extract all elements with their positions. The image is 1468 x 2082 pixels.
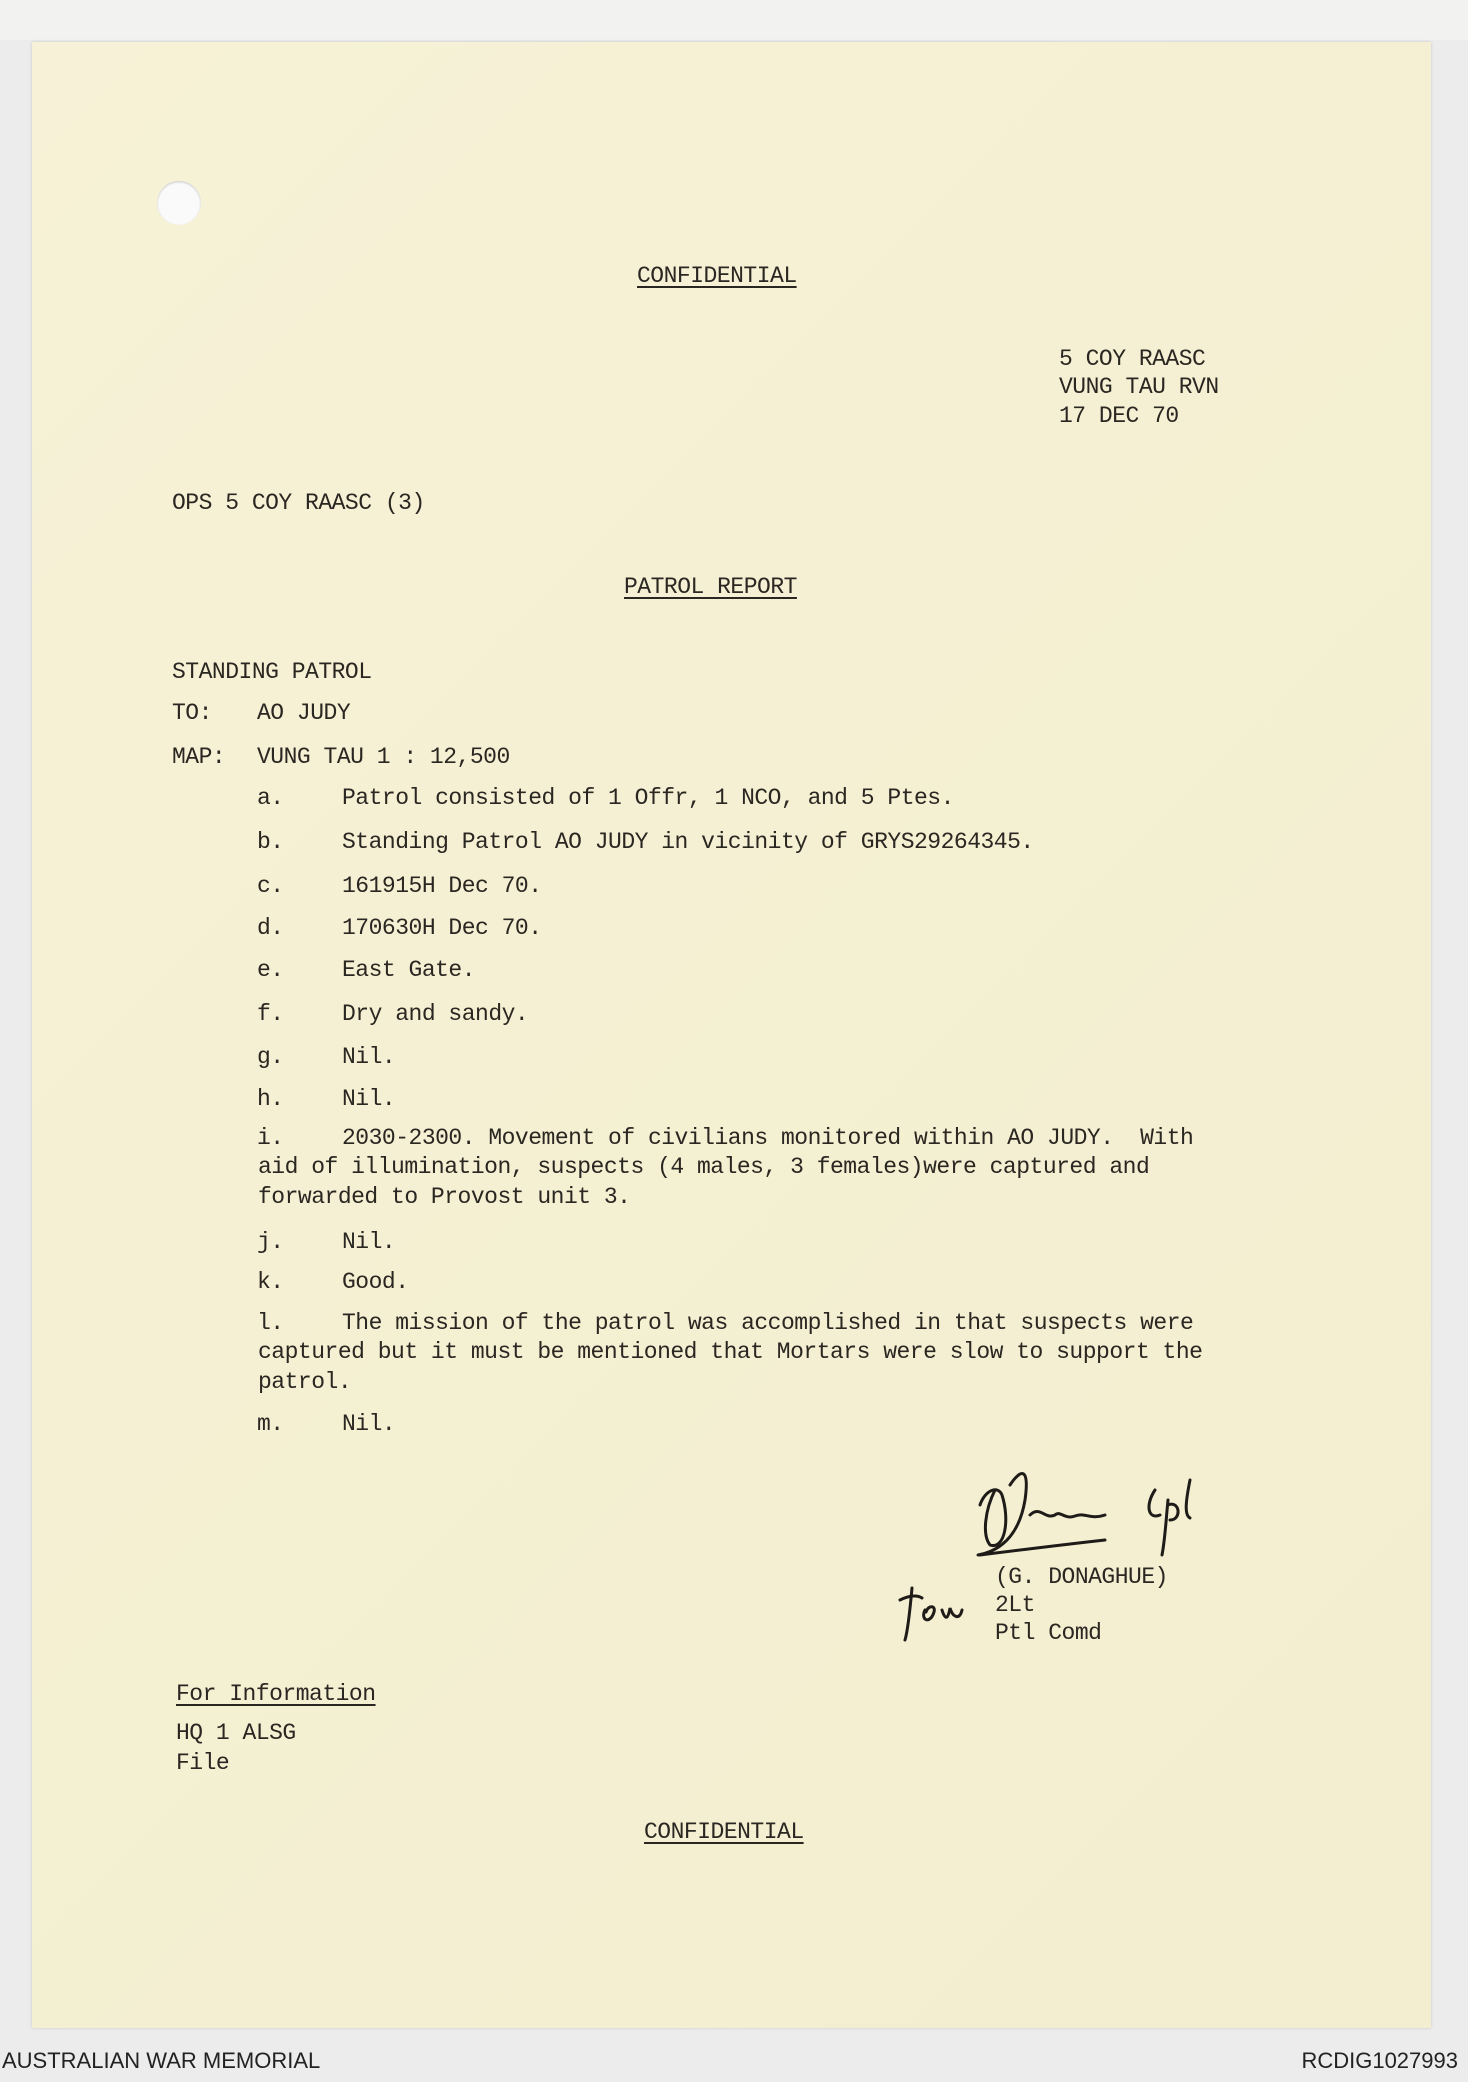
item-text: Nil. (342, 1086, 396, 1112)
distribution-heading: For Information (176, 1681, 376, 1707)
item-text: East Gate. (342, 957, 476, 983)
signatory-name: (G. DONAGHUE) (995, 1564, 1168, 1590)
item-label: e. (257, 957, 284, 983)
punch-hole (157, 181, 201, 225)
signatory-rank: 2Lt (995, 1592, 1035, 1618)
item-label: k. (257, 1269, 284, 1295)
item-label: l. (257, 1310, 284, 1336)
item-label: h. (257, 1086, 284, 1112)
item-text: Patrol consisted of 1 Offr, 1 NCO, and 5 Ptes. (342, 785, 954, 811)
item-text: Dry and sandy. (342, 1001, 529, 1027)
map-label: MAP: (172, 744, 226, 770)
item-text-line: patrol. (258, 1369, 352, 1395)
item-text: Nil. (342, 1229, 396, 1255)
address-line: VUNG TAU RVN (1059, 374, 1219, 400)
signatory-role: Ptl Comd (995, 1620, 1102, 1646)
item-label: c. (257, 873, 284, 899)
item-text: 161915H Dec 70. (342, 873, 542, 899)
item-label: d. (257, 915, 284, 941)
map-value: VUNG TAU 1 : 12,500 (257, 744, 510, 770)
distribution-recipient: HQ 1 ALSG (176, 1720, 296, 1746)
archive-institution: AUSTRALIAN WAR MEMORIAL (2, 2048, 321, 2073)
to-label: TO: (172, 700, 212, 726)
item-text: Good. (342, 1269, 409, 1295)
to-value: AO JUDY (257, 700, 351, 726)
item-text: Nil. (342, 1411, 396, 1437)
patrol-type: STANDING PATROL (172, 659, 372, 685)
item-text: Standing Patrol AO JUDY in vicinity of GRYS29264345. (342, 829, 1034, 855)
classification-top: CONFIDENTIAL (637, 263, 797, 289)
item-text-line: captured but it must be mentioned that Mortars were slow to support the (258, 1339, 1203, 1365)
item-text: Nil. (342, 1044, 396, 1070)
item-text-line: aid of illumination, suspects (4 males, 3 females)were captured and (258, 1154, 1150, 1180)
item-label: f. (257, 1001, 284, 1027)
distribution-recipient: File (176, 1750, 230, 1776)
item-text-line: The mission of the patrol was accomplished in that suspects were (342, 1310, 1194, 1336)
item-text-line: 2030-2300. Movement of civilians monitored within AO JUDY. With (342, 1125, 1194, 1151)
address-date: 17 DEC 70 (1059, 403, 1179, 429)
item-label: b. (257, 829, 284, 855)
item-text-line: forwarded to Provost unit 3. (258, 1184, 631, 1210)
item-label: i. (257, 1125, 284, 1151)
item-label: a. (257, 785, 284, 811)
document-title: PATROL REPORT (624, 574, 797, 600)
item-text: 170630H Dec 70. (342, 915, 542, 941)
item-label: g. (257, 1044, 284, 1070)
address-line: 5 COY RAASC (1059, 346, 1206, 372)
classification-bottom: CONFIDENTIAL (644, 1819, 804, 1845)
item-label: m. (257, 1411, 284, 1437)
top-margin (0, 0, 1468, 40)
archive-id: RCDIG1027993 (1301, 2048, 1458, 2073)
reference: OPS 5 COY RAASC (3) (172, 490, 425, 516)
item-label: j. (257, 1229, 284, 1255)
